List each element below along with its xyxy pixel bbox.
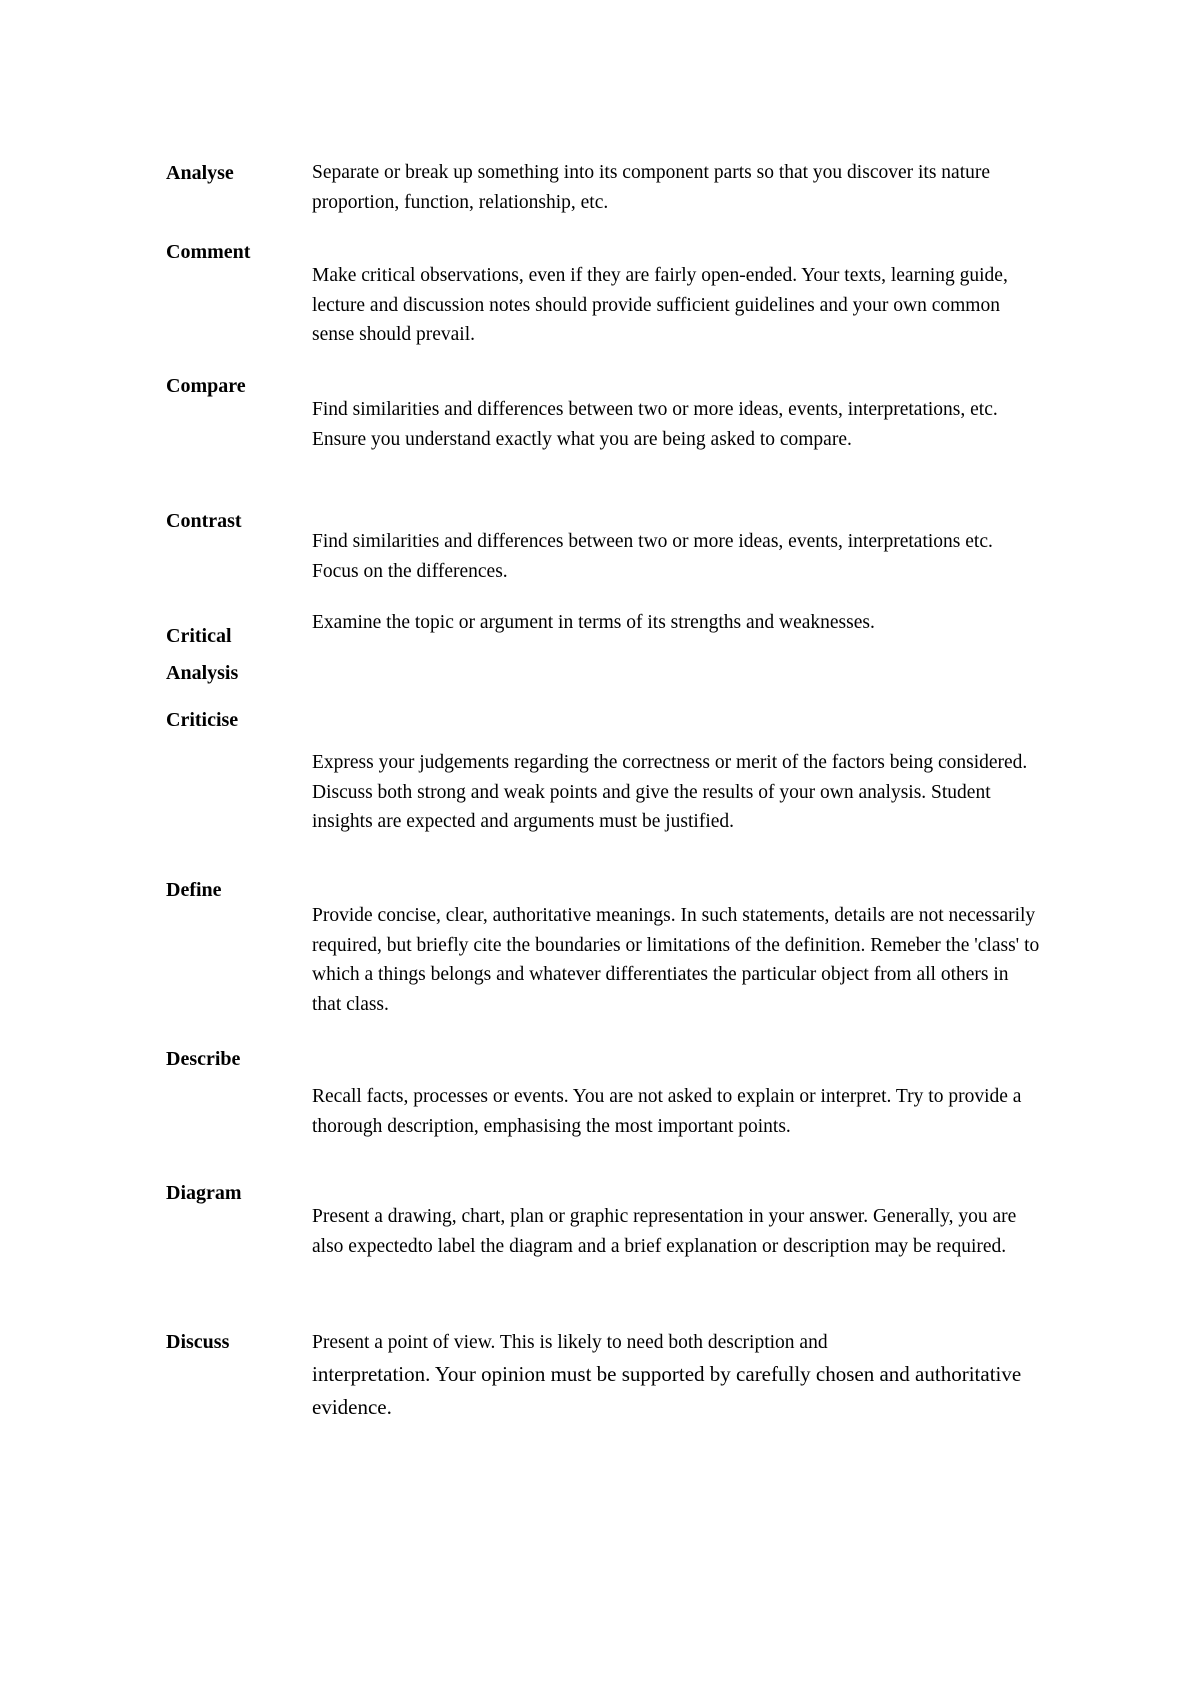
- definition-contrast: Find similarities and differences between two or more ideas, events, interpretations etc. Focus on the differences.: [312, 531, 993, 582]
- term-critical-analysis-line2: Analysis: [166, 662, 239, 684]
- definition-diagram: Present a drawing, chart, plan or graphic representation in your answer. Generally, you are also expectedto label the diagram and a brief explanation or description may be required.: [312, 1206, 1017, 1257]
- definition-comment: Make critical observations, even if they are fairly open-ended. Your texts, learning guide, lecture and discussion notes should provide sufficient guidelines and your own common sense should prevail.: [312, 265, 1008, 345]
- definition-discuss: [312, 1328, 1042, 1424]
- term-comment: Comment: [166, 241, 251, 263]
- definition-compare: Find similarities and differences between two or more ideas, events, interpretations, etc. Ensure you understand exactly what you are being asked to compare.: [312, 399, 998, 450]
- term-diagram: Diagram: [166, 1182, 242, 1204]
- definition-describe: Recall facts, processes or events. You are not asked to explain or interpret. Try to provide a thorough description, emphasising the most important points.: [312, 1086, 1022, 1137]
- term-criticise: Criticise: [166, 709, 239, 731]
- term-compare: Compare: [166, 375, 246, 397]
- term-analyse: Analyse: [166, 162, 234, 184]
- definition-discuss-line1: Present a point of view. This is likely to need both description and: [312, 1332, 828, 1353]
- term-contrast: Contrast: [166, 510, 242, 532]
- definition-define: Provide concise, clear, authoritative meanings. In such statements, details are not necessarily required, but briefly cite the boundaries or limitations of the definition. Remeber the 'class' to which a things belongs and whatever differentiates the particular object from all others in that class.: [312, 905, 1040, 1015]
- definition-analyse: Separate or break up something into its component parts so that you discover its nature proportion, function, relationship, etc.: [312, 162, 991, 213]
- term-discuss: Discuss: [166, 1331, 230, 1353]
- definition-critical-analysis: Examine the topic or argument in terms of its strengths and weaknesses.: [312, 612, 875, 633]
- term-critical-analysis-line1: Critical: [166, 625, 232, 647]
- definition-criticise: Express your judgements regarding the correctness or merit of the factors being considered. Discuss both strong and weak points and give the results of your own analysis. Student insights are expected and arguments must be justified.: [312, 752, 1028, 832]
- term-define: Define: [166, 879, 222, 901]
- term-describe: Describe: [166, 1048, 241, 1070]
- definition-discuss-rest: interpretation. Your opinion must be supported by carefully chosen and authoritative evidence.: [312, 1361, 1022, 1419]
